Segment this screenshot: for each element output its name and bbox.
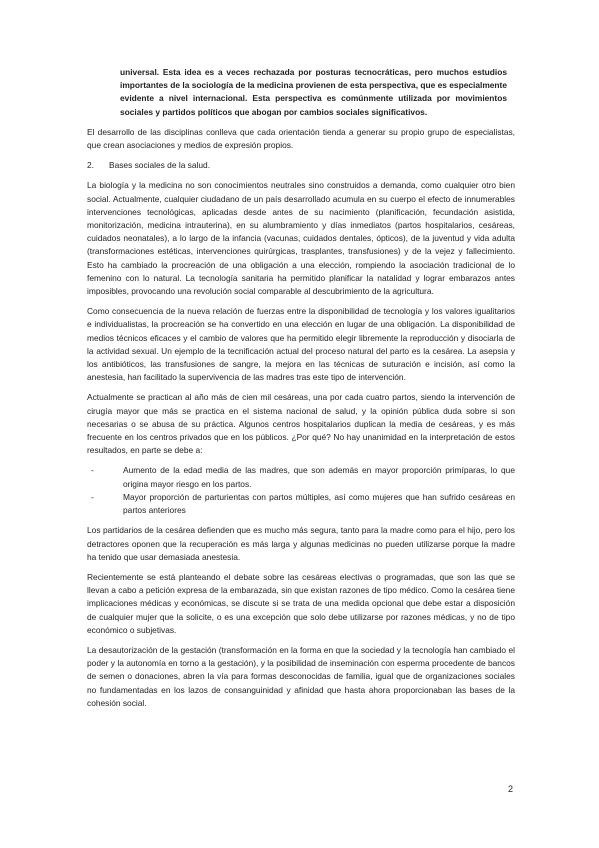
paragraph: Los partidarios de la cesárea defienden que es mucho más segura, tanto para la madre como para el hijo, pero los detractores oponen que la recuperación es más larga y algunas medicinas no pueden utilizarse porque la madre ha tenido que usar demasiada anestesia. [87,525,515,562]
bullet-text: Aumento de la edad media de las madres, que son además en mayor proporción primíparas, lo que origina mayor riesgo en los partos. [123,465,515,489]
bullet-mark: - [91,465,94,476]
section-number: 2. [87,160,94,171]
list-item [87,464,515,490]
bullet-list [87,464,515,517]
paragraph: Actualmente se practican al año más de cien mil cesáreas, una por cada cuatro partos, siendo la intervención de cirugía mayor que más se practica en el sistema nacional de salud, y la opinión pública duda sobre si son necesarias o se abusa de su práctica. Algunos centros hospitalarios duplican la media de cesáreas, y es más frecuente en los centros privados que en los públicos. ¿Por qué? No hay unanimidad en la interpretación de estos resultados, en parte se debe a: [87,392,515,456]
paragraph: El desarrollo de las disciplinas conlleva que cada orientación tienda a generar su propio grupo de especialistas, que crean asociaciones y medios de expresión propios. [87,126,515,151]
document-page [87,66,515,710]
bullet-mark: - [91,491,94,502]
bullet-text: Mayor proporción de parturientas con partos múltiples, así como mujeres que han sufrido cesáreas en partos anteriores [123,491,515,516]
indented-quote: universal. Esta idea es a veces rechazada por posturas tecnocráticas, pero muchos estudios importantes de la sociología de la medicina provienen de esta perspectiva, que es especialmente evidente a nivel internacional. Esta perspectiva es comúnmente utilizada por movimientos sociales y partidos políticos que abogan por cambios sociales significativos. [120,67,507,117]
section-heading [87,159,515,172]
paragraph: La biología y la medicina no son conocimientos neutrales sino construidos a demanda, como cualquier otro bien social. Actualmente, cualquier ciudadano de un país desarrollado acumula en su cuerpo el efecto de innumerables intervenciones tecnológicas, aplicadas desde antes de su nacimiento (planificación, fecundación asistida, monitorización, medicina intrauterina), en su alumbramiento y días inmediatos (partos hospitalarios, cesáreas, cuidados neonatales), a lo largo de la infancia (vacunas, cuidados dentales, ópticos), de la juventud y vida adulta (transformaciones estéticas, intervenciones quirúrgicas, trasplantes, transfusiones) y de la vejez y fallecimiento. Esto ha cambiado la procreación de una obligación a una elección, rompiendo la asociación tradicional de lo femenino con lo natural. La tecnología sanitaria ha permitido planificar la natalidad y lograr embarazos antes imposibles, provocando una revolución social comparable al descubrimiento de la agricultura. [87,180,515,297]
section-title: Bases sociales de la salud. [109,160,211,171]
paragraph: Como consecuencia de la nueva relación de fuerzas entre la disponibilidad de tecnología y los valores igualitarios e individualistas, la procreación se ha convertido en una elección en lugar de una obligación. La disponibilidad de medios técnicos eficaces y el cambio de valores que ha permitido elegir libremente la reproducción y disociarla de la actividad sexual. Un ejemplo de la tecnificación actual del proceso natural del parto es la cesárea. La asepsia y los antibióticos, las transfusiones de sangre, la mejora en las técnicas de suturación e incisión, así como la anestesia, han facilitado la supervivencia de las madres tras este tipo de intervención. [87,306,515,383]
page-number: 2 [508,784,514,794]
list-item [87,491,515,517]
paragraph: Recientemente se está planteando el debate sobre las cesáreas electivas o programadas, que son las que se llevan a cabo a petición expresa de la embarazada, sin que existan razones de tipo médico. Como la cesárea tiene implicaciones médicas y económicas, se discute si se trata de una medida opcional que debe estar a disposición de cualquier mujer que la solicite, o es una excepción que solo debe utilizarse por razones médicas, y no de tipo económico o subjetivas. [87,571,515,635]
paragraph: La desautorización de la gestación (transformación en la forma en que la sociedad y la tecnología han cambiado el poder y la autonomía en torno a la gestación), y la posibilidad de inseminación con esperma procedente de bancos de semen o donaciones, abren la vía para formas desconocidas de familia, igual que de organizaciones sociales no fundamentadas en los lazos de consanguinidad y afinidad que hasta ahora proporcionaban las bases de la cohesión social. [87,644,515,708]
